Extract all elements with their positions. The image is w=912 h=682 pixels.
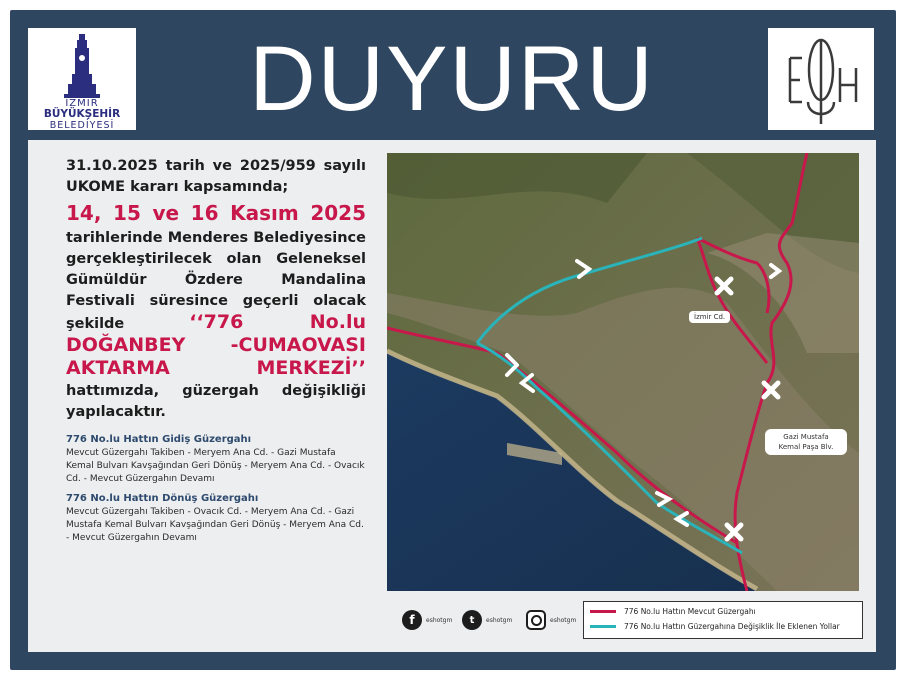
outbound-route-title: 776 No.lu Hattın Gidiş Güzergahı [66, 434, 252, 445]
logo-line-buyuksehir: BÜYÜKŞEHİR [43, 108, 121, 120]
return-route-text: Mevcut Güzergahı Takiben - Ovacık Cd. - Meryem Ana Cd. - Gazi Mustafa Kemal Bulvarı Kavşağından Geri Dönüş - Meryem Ana Cd. - Mevcut Güzergahın Devamı [66, 507, 364, 543]
route-map [387, 153, 859, 591]
notice-intro: 31.10.2025 tarih ve 2025/959 sayılı UKOME kararı kapsamında; [66, 158, 366, 195]
social-twitter[interactable] [462, 610, 512, 630]
legend-swatch-added [590, 625, 616, 628]
legend-item-current [590, 607, 756, 616]
satellite-map-image [387, 153, 859, 591]
social-facebook[interactable] [402, 610, 452, 630]
map-label-gazi-line1: Gazi Mustafa [783, 433, 829, 441]
notice-dates: 14, 15 ve 16 Kasım 2025 [66, 201, 366, 225]
legend-label-added: 776 No.lu Hattın Güzergahına Değişiklik İle Eklenen Yollar [624, 622, 840, 631]
logo-line-izmir: İZMİR [65, 98, 99, 109]
legend-label-current: 776 No.lu Hattın Mevcut Güzergahı [624, 607, 756, 616]
notice-line-name: ‘‘776 No.lu DOĞANBEY -CUMAOVASI AKTARMA MERKEZİ’’ [66, 311, 366, 379]
outbound-route-text: Mevcut Güzergahı Takiben - Meryem Ana Cd. - Gazi Mustafa Kemal Bulvarı Kavşağından Geri Dönüş - Meryem Ana Cd. - Ovacık Cd. - Mevcut Güzergahın Devamı [66, 448, 365, 484]
izmir-bb-logo [28, 28, 136, 130]
map-legend [583, 601, 863, 639]
twitter-handle: eshotgm [486, 616, 513, 624]
twitter-icon: t [462, 610, 482, 630]
facebook-handle: eshotgm [426, 616, 453, 624]
map-label-izmir-cd: İzmir Cd. [689, 311, 730, 323]
logo-line-belediyesi: BELEDİYESİ [49, 120, 115, 131]
notice-text-column [66, 156, 366, 545]
notice-closing: hattımızda, güzergah değişikliği yapılacaktır. [66, 383, 366, 420]
instagram-icon [526, 610, 546, 630]
facebook-icon: f [402, 610, 422, 630]
map-label-gazi [765, 429, 847, 455]
eshot-monogram-icon [768, 28, 874, 130]
legend-swatch-current [590, 610, 616, 613]
notice-body [66, 228, 366, 423]
map-label-gazi-line2: Kemal Paşa Blv. [778, 443, 834, 451]
return-route-title: 776 No.lu Hattın Dönüş Güzergahı [66, 493, 259, 504]
instagram-handle: eshotgm [550, 616, 577, 624]
page-title: DUYURU [249, 28, 655, 130]
social-instagram[interactable] [526, 610, 576, 630]
title-banner [136, 28, 768, 130]
eshot-logo [768, 28, 874, 130]
notice-body-text: tarihlerinde Menderes Belediyesince gerçekleştirilecek olan Geleneksel Gümüldür Özdere Mandalina Festivali süresince geçerli olacak şekilde [66, 230, 366, 332]
legend-item-added [590, 622, 840, 631]
